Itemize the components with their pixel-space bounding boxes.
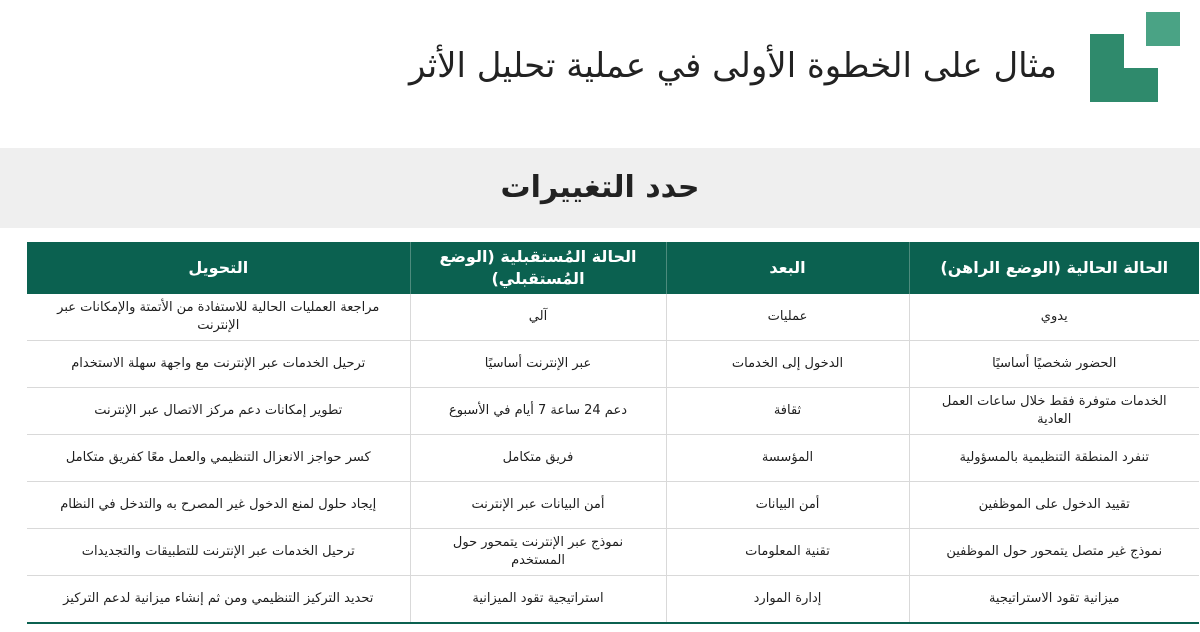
header-future-state: الحالة المُستقبلية (الوضع المُستقبلي) <box>410 242 666 294</box>
cell-current-state: نموذج غير متصل يتمحور حول الموظفين <box>909 529 1199 576</box>
table-header-row <box>27 242 1199 294</box>
table-row <box>27 388 1199 435</box>
cell-transformation: ترحيل الخدمات عبر الإنترنت مع واجهة سهلة الاستخدام <box>27 341 410 388</box>
cell-future-state: أمن البيانات عبر الإنترنت <box>410 482 666 529</box>
cell-dimension: أمن البيانات <box>666 482 909 529</box>
table-row <box>27 482 1199 529</box>
cell-current-state: الحضور شخصيًا أساسيًا <box>909 341 1199 388</box>
section-title: حدد التغييرات <box>500 170 700 205</box>
cell-dimension: إدارة الموارد <box>666 576 909 624</box>
header-dimension: البعد <box>666 242 909 294</box>
cell-current-state: ميزانية تقود الاستراتيجية <box>909 576 1199 624</box>
page-title: مثال على الخطوة الأولى في عملية تحليل الأثر <box>408 46 1057 86</box>
cell-future-state: آلي <box>410 294 666 341</box>
cell-future-state: فريق متكامل <box>410 435 666 482</box>
changes-table <box>27 242 1199 624</box>
logo-icon <box>1090 12 1180 102</box>
table-row <box>27 294 1199 341</box>
cell-transformation: مراجعة العمليات الحالية للاستفادة من الأتمتة والإمكانات عبر الإنترنت <box>27 294 410 341</box>
section-band <box>0 148 1200 228</box>
header-transformation: التحويل <box>27 242 410 294</box>
cell-future-state: استراتيجية تقود الميزانية <box>410 576 666 624</box>
cell-transformation: تطوير إمكانات دعم مركز الاتصال عبر الإنترنت <box>27 388 410 435</box>
cell-dimension: الدخول إلى الخدمات <box>666 341 909 388</box>
cell-dimension: ثقافة <box>666 388 909 435</box>
cell-current-state: الخدمات متوفرة فقط خلال ساعات العمل العادية <box>909 388 1199 435</box>
cell-transformation: تحديد التركيز التنظيمي ومن ثم إنشاء ميزانية لدعم التركيز <box>27 576 410 624</box>
table-row <box>27 529 1199 576</box>
cell-dimension: عمليات <box>666 294 909 341</box>
cell-transformation: إيجاد حلول لمنع الدخول غير المصرح به والتدخل في النظام <box>27 482 410 529</box>
cell-dimension: تقنية المعلومات <box>666 529 909 576</box>
cell-transformation: كسر حواجز الانعزال التنظيمي والعمل معًا كفريق متكامل <box>27 435 410 482</box>
table-row <box>27 435 1199 482</box>
cell-transformation: ترحيل الخدمات عبر الإنترنت للتطبيقات والتجديدات <box>27 529 410 576</box>
table-row <box>27 576 1199 624</box>
table-row <box>27 341 1199 388</box>
cell-future-state: عبر الإنترنت أساسيًا <box>410 341 666 388</box>
header-current-state: الحالة الحالية (الوضع الراهن) <box>909 242 1199 294</box>
cell-dimension: المؤسسة <box>666 435 909 482</box>
cell-current-state: يدوي <box>909 294 1199 341</box>
cell-future-state: نموذج عبر الإنترنت يتمحور حول المستخدم <box>410 529 666 576</box>
cell-future-state: دعم 24 ساعة 7 أيام في الأسبوع <box>410 388 666 435</box>
cell-current-state: تقييد الدخول على الموظفين <box>909 482 1199 529</box>
cell-current-state: تنفرد المنطقة التنظيمية بالمسؤولية <box>909 435 1199 482</box>
changes-table-container <box>27 242 1199 624</box>
